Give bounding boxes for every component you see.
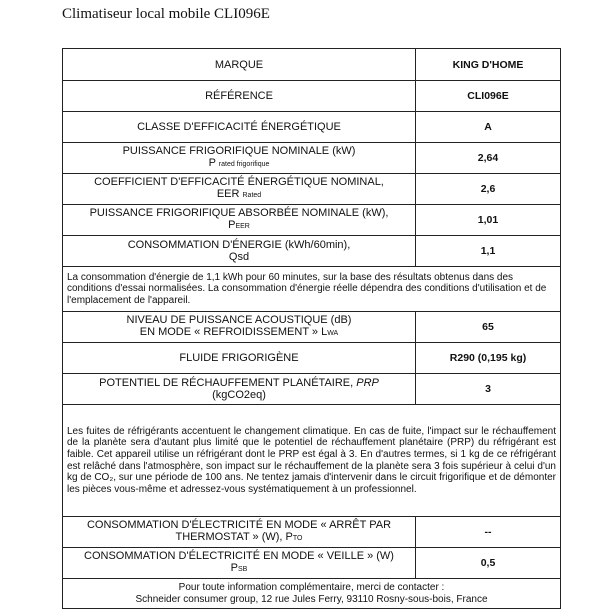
label-arret-thermostat: THERMOSTAT » (W), P: [175, 531, 293, 543]
symbol-peer-sub: EER: [235, 223, 250, 230]
row-veille: [63, 548, 561, 579]
label-acoustique: [63, 312, 416, 343]
label-marque: MARQUE: [63, 49, 416, 81]
label-classe: CLASSE D'EFFICACITÉ ÉNERGÉTIQUE: [63, 112, 416, 143]
symbol-psb-sub: SB: [238, 566, 248, 573]
row-arret: [63, 517, 561, 548]
value-puissance: 2,64: [416, 143, 561, 174]
label-absorbee-text: PUISSANCE FRIGORIFIQUE ABSORBÉE NOMINALE (kW),: [89, 207, 389, 219]
row-consommation: [63, 236, 561, 267]
value-reference: CLI096E: [416, 81, 561, 112]
row-prp: [63, 374, 561, 405]
symbol-pto-sub: TO: [292, 535, 303, 542]
note-energie: La consommation d'énergie de 1,1 kWh pour 60 minutes, sur la base des résultats obtenus dans des conditions d'essai normalisées. La consommation d'énergie réelle dépendra des conditions d'utilisation et de l'emplacement de l'appareil.: [63, 267, 561, 312]
value-fluide: R290 (0,195 kg): [416, 343, 561, 374]
row-puissance: [63, 143, 561, 174]
footer-address: Schneider consumer group, 12 rue Jules Ferry, 93110 Rosny-sous-bois, France: [135, 593, 488, 605]
value-classe: A: [416, 112, 561, 143]
value-arret: --: [416, 517, 561, 548]
label-prp-text: POTENTIEL DE RÉCHAUFFEMENT PLANÉTAIRE,: [99, 377, 357, 389]
symbol-eer: EER: [216, 188, 240, 200]
value-acoustique: 65: [416, 312, 561, 343]
symbol-psb: P: [230, 562, 238, 574]
label-consommation-text: CONSOMMATION D'ÉNERGIE (kWh/60min),: [127, 239, 351, 251]
row-absorbee: [63, 205, 561, 236]
symbol-p: P: [208, 157, 216, 169]
label-prp-italic: PRP: [356, 377, 379, 389]
row-note-fuites: [63, 405, 561, 517]
footer-line1: Pour toute information complémentaire, merci de contacter :: [178, 581, 445, 593]
label-eer-text: COEFFICIENT D'EFFICACITÉ ÉNERGÉTIQUE NOMINAL,: [94, 176, 384, 188]
row-acoustique: [63, 312, 561, 343]
label-eer: [63, 174, 416, 205]
row-eer: [63, 174, 561, 205]
symbol-eer-sub: Rated: [242, 192, 262, 199]
label-puissance: [63, 143, 416, 174]
label-veille-text: CONSOMMATION D'ÉLECTRICITÉ EN MODE « VEILLE » (W): [84, 550, 394, 562]
document-title: Climatiseur local mobile CLI096E: [62, 6, 270, 22]
label-prp-unit: (kgCO2eq): [212, 389, 266, 401]
label-reference: RÉFÉRENCE: [63, 81, 416, 112]
row-fluide: [63, 343, 561, 374]
row-classe: [63, 112, 561, 143]
symbol-peer: P: [228, 219, 236, 231]
value-consommation: 1,1: [416, 236, 561, 267]
row-marque: [63, 49, 561, 81]
value-prp: 3: [416, 374, 561, 405]
value-veille: 0,5: [416, 548, 561, 579]
symbol-lwa-sub: WA: [327, 330, 339, 337]
spec-table: [62, 48, 561, 609]
label-prp: [63, 374, 416, 405]
label-fluide: FLUIDE FRIGORIGÈNE: [63, 343, 416, 374]
label-veille: [63, 548, 416, 579]
label-absorbee: [63, 205, 416, 236]
note-fuites: Les fuites de réfrigérants accentuent le changement climatique. En cas de fuite, l'impact sur le réchauffement de la planète sera d'autant plus limité que le potentiel de réchauffement planétaire (PRP) du réfrigérant est faible. Cet appareil utilise un réfrigérant dont le PRP est égal à 3. En d'autres termes, si 1 kg de ce réfrigérant est relâché dans l'atmosphère, son impact sur le réchauffement de la planète sera 3 fois supérieur à celui d'un kg de CO₂, sur une période de 100 ans. Ne tentez jamais d'intervenir dans le circuit frigorifique et de démonter les pièces vous-même et adressez-vous systématiquement à un professionnel.: [63, 405, 561, 517]
symbol-p-sub: rated frigorifique: [218, 161, 270, 168]
row-footer: [63, 579, 561, 609]
symbol-qsd: Qsd: [228, 251, 250, 263]
value-marque: KING D'HOME: [416, 49, 561, 81]
label-arret-text: CONSOMMATION D'ÉLECTRICITÉ EN MODE « ARRÊT PAR: [86, 519, 392, 531]
row-reference: [63, 81, 561, 112]
value-eer: 2,6: [416, 174, 561, 205]
label-acoustique-mode: EN MODE « REFROIDISSEMENT » L: [139, 326, 328, 338]
footer-contact: [63, 579, 561, 609]
label-acoustique-text: NIVEAU DE PUISSANCE ACOUSTIQUE (dB): [126, 314, 352, 326]
label-arret: [63, 517, 416, 548]
label-puissance-text: PUISSANCE FRIGORIFIQUE NOMINALE (kW): [122, 145, 356, 157]
value-absorbee: 1,01: [416, 205, 561, 236]
label-consommation: [63, 236, 416, 267]
row-note-energie: [63, 267, 561, 312]
